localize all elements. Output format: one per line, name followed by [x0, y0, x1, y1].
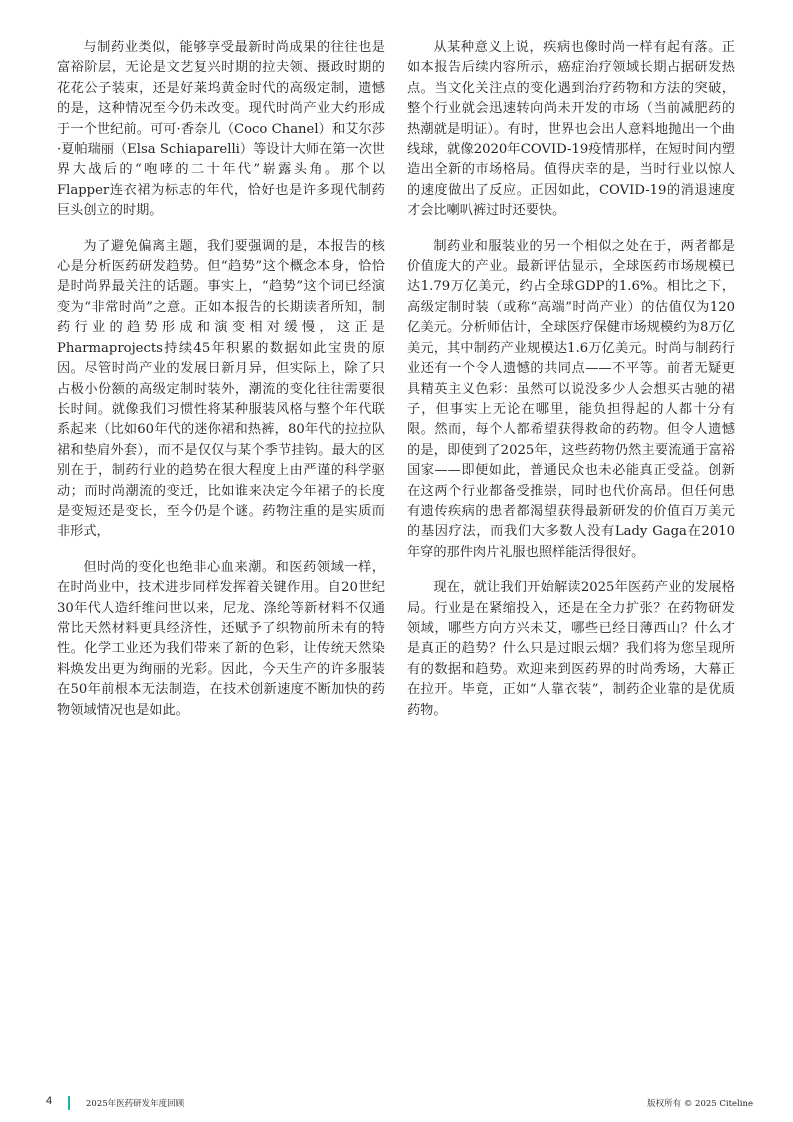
body-paragraph: 制药业和服装业的另一个相似之处在于，两者都是价值庞大的产业。最新评估显示，全球医药市场规模已达1.79万亿美元，约占全球GDP的1.6%。相比之下，高级定制时装（或称“高端”时尚产业）的估值仅为120亿美元。分析师估计，全球医疗保健市场规模约为8万亿美元，其中制药产业规模达1.6万亿美元。时尚与制药行业还有一个令人遗憾的共同点——不平等。前者无疑更具精英主义色彩：虽然可以说没多少人会想买古驰的裙子，但事实上无论在哪里，能负担得起的人都十分有限。然而，每个人都希望获得救命的药物。但令人遗憾的是，即使到了2025年，这些药物仍然主要流通于富裕国家——即便如此，普通民众也未必能真正受益。创新在这两个行业都备受推崇，同时也代价高昂。但任何患有遗传疾病的患者都渴望获得最新研发的价值百万美元的基因疗法，而我们大多数人没有Lady Gaga在2010年穿的那件肉片礼服也照样能活得很好。 [407, 238, 735, 560]
body-paragraph: 但时尚的变化也绝非心血来潮。和医药领域一样，在时尚业中，技术进步同样发挥着关键作用。自20世纪30年代人造纤维问世以来，尼龙、涤纶等新材料不仅通常比天然材料更具经济性，还赋予了织物前所未有的特性。化学工业还为我们带来了新的色彩，让传统天然染料焕发出更为绚丽的光彩。因此，今天生产的许多服装在50年前根本无法制造，在技术创新速度不断加快的药物领域情况也是如此。 [57, 559, 385, 718]
body-paragraph: 与制药业类似，能够享受最新时尚成果的往往也是富裕阶层，无论是文艺复兴时期的拉夫领、摄政时期的花花公子装束，还是好莱坞黄金时代的高级定制，遗憾的是，这种情况至今仍未改变。现代时尚产业大约形成于一个世纪前。可可·香奈儿（Coco Chanel）和艾尔莎·夏帕瑞丽（Elsa Schiaparelli）等设计大师在第一次世界大战后的“咆哮的二十年代”崭露头角。那个以Flapper连衣裙为标志的年代，恰好也是许多现代制药巨头创立的时期。 [57, 40, 385, 219]
page-number: 4 [46, 1095, 53, 1107]
left-column [57, 38, 385, 736]
body-paragraph: 为了避免偏离主题，我们要强调的是，本报告的核心是分析医药研发趋势。但“趋势”这个概念本身，恰恰是时尚界最关注的话题。事实上，“趋势”这个词已经演变为“非常时尚”之意。正如本报告的长期读者所知，制药行业的趋势形成和演变相对缓慢，这正是Pharmaprojects持续45年积累的数据如此宝贵的原因。尽管时尚产业的发展日新月异，但实际上，除了只占极小份额的高级定制时装外，潮流的变化往往需要很长时间。就像我们习惯性将某种服装风格与整个年代联系起来（比如60年代的迷你裙和热裤，80年代的拉拉队裙和垫肩外套），而不是仅仅与某个季节挂钩。最大的区别在于，制药行业的趋势在很大程度上由严谨的科学驱动；而时尚潮流的变迁，比如谁来决定今年裙子的长度是变短还是变长，至今仍是个谜。药物注重的是实质而非形式， [57, 238, 385, 540]
copyright-notice: 版权所有 © 2025 Citeline [647, 1099, 753, 1109]
body-paragraph: 从某种意义上说，疾病也像时尚一样有起有落。正如本报告后续内容所示，癌症治疗领域长期占据研发热点。当文化关注点的变化遇到治疗药物和方法的突破，整个行业就会迅速转向尚未开发的市场（当前减肥药的热潮就是明证）。有时，世界也会出人意料地抛出一个曲线球，就像2020年COVID-19疫情那样，在短时间内塑造出全新的市场格局。值得庆幸的是，当时行业以惊人的速度做出了反应。正因如此，COVID-19的消退速度才会比喇叭裤过时还要快。 [407, 40, 735, 219]
page-footer [46, 1094, 753, 1112]
report-title: 2025年医药研发年度回顾 [86, 1099, 185, 1109]
footer-divider [68, 1096, 70, 1110]
right-column [407, 38, 735, 736]
body-paragraph: 现在，就让我们开始解读2025年医药产业的发展格局。行业是在紧缩投入，还是在全力扩张？在药物研发领域，哪些方向方兴未艾，哪些已经日薄西山？什么才是真正的趋势？什么只是过眼云烟？我们将为您呈现所有的数据和趋势。欢迎来到医药界的时尚秀场，大幕正在拉开。毕竟，正如“人靠衣装”，制药企业靠的是优质药物。 [407, 580, 735, 718]
